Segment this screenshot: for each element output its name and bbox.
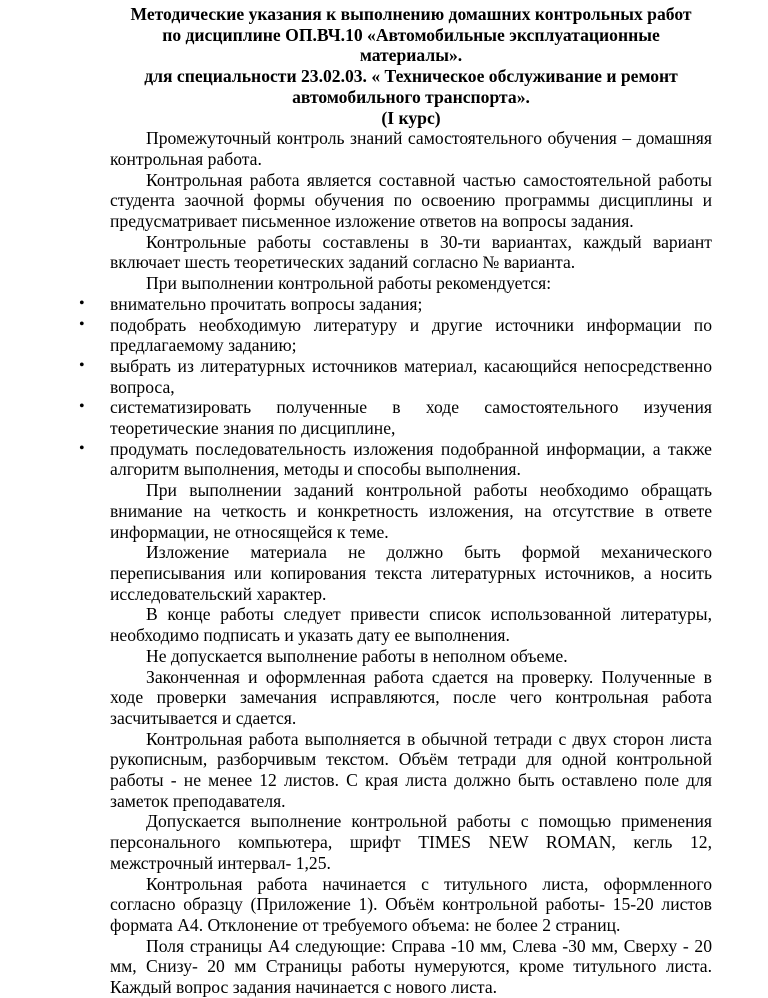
recommendations-list — [79, 293, 712, 480]
paragraph: Промежуточный контроль знаний самостоятельного обучения – домашняя контрольная работа. — [110, 128, 712, 169]
paragraph: Допускается выполнение контрольной работы с помощью применения персонального компьютера, шрифт TIMES NEW ROMAN, кегль 12, межстрочный интервал- 1,25. — [110, 811, 712, 873]
title-line: автомобильного транспорта». — [292, 86, 530, 107]
paragraph: Контрольная работа начинается с титульного листа, оформленного согласно образцу (Приложение 1). Объём контрольной работы- 15-20 листов формата А4. Отклонение от требуемого объема: не более 2 страниц. — [110, 873, 712, 935]
list-item-text: внимательно прочитать вопросы задания; — [110, 293, 423, 314]
list-item — [79, 355, 712, 397]
paragraph: Не допускается выполнение работы в неполном объеме. — [146, 645, 568, 666]
paragraph: Изложение материала не должно быть формой механического переписывания или копирования текста литературных источников, а носить исследовательский характер. — [110, 542, 712, 604]
paragraph: В конце работы следует привести список использованной литературы, необходимо подписать и указать дату ее выполнения. — [110, 604, 712, 646]
title-line: для специальности 23.02.03. « Техническое обслуживание и ремонт — [144, 66, 678, 87]
bullet-icon: • — [79, 398, 85, 416]
list-item — [79, 438, 712, 480]
paragraph: Контрольные работы составлены в 30-ти вариантах, каждый вариант включает шесть теоретических заданий согласно № варианта. — [110, 231, 712, 273]
title-line: Методические указания к выполнению домашних контрольных работ — [130, 4, 692, 24]
bullet-icon: • — [79, 294, 85, 312]
list-item — [79, 293, 712, 315]
paragraph: При выполнении контрольной работы рекомендуется: — [146, 273, 552, 294]
list-item-text: продумать последовательность изложения подобранной информации, а также алгоритм выполнения, методы и способы выполнения. — [110, 438, 712, 480]
paragraph: При выполнении заданий контрольной работы необходимо обращать внимание на четкость и конкретность изложения, на отсутствие в ответе информации, не относящейся к теме. — [110, 480, 712, 542]
bullet-icon: • — [79, 356, 85, 374]
bullet-icon: • — [79, 439, 85, 457]
title-line: по дисциплине ОП.ВЧ.10 «Автомобильные эксплуатационные — [162, 24, 660, 45]
paragraph: Законченная и оформленная работа сдается на проверку. Полученные в ходе проверки замечания исправляются, после чего контрольная работа засчитывается и сдается. — [110, 666, 712, 728]
title-line: материалы». — [359, 45, 463, 66]
list-item-text: систематизировать полученные в ходе самостоятельного изучения теоретические знания по дисциплине, — [110, 397, 712, 439]
paragraph: Поля страницы А4 следующие: Справа -10 мм, Слева -30 мм, Сверху - 20 мм, Снизу- 20 мм Страницы работы нумеруются, кроме титульного листа. Каждый вопрос задания начинается с нового листа. — [110, 935, 712, 998]
list-item — [79, 397, 712, 439]
title-line: (I курс) — [381, 107, 441, 128]
document-title — [110, 4, 712, 128]
paragraph: Контрольная работа является составной частью самостоятельной работы студента заочной формы обучения по освоению программы дисциплины и предусматривает письменное изложение ответов на вопросы задания. — [110, 169, 712, 232]
bullet-icon: • — [79, 315, 85, 333]
list-item-text: подобрать необходимую литературу и другие источники информации по предлагаемому заданию; — [110, 314, 712, 356]
list-item — [79, 314, 712, 356]
paragraph: Контрольная работа выполняется в обычной тетради с двух сторон листа рукописным, разборчивым текстом. Объём тетради для одной контрольной работы - не менее 12 листов. С края листа должно быть оставлено поле для заметок преподавателя. — [110, 728, 712, 811]
list-item-text: выбрать из литературных источников материал, касающийся непосредственно вопроса, — [110, 355, 712, 397]
